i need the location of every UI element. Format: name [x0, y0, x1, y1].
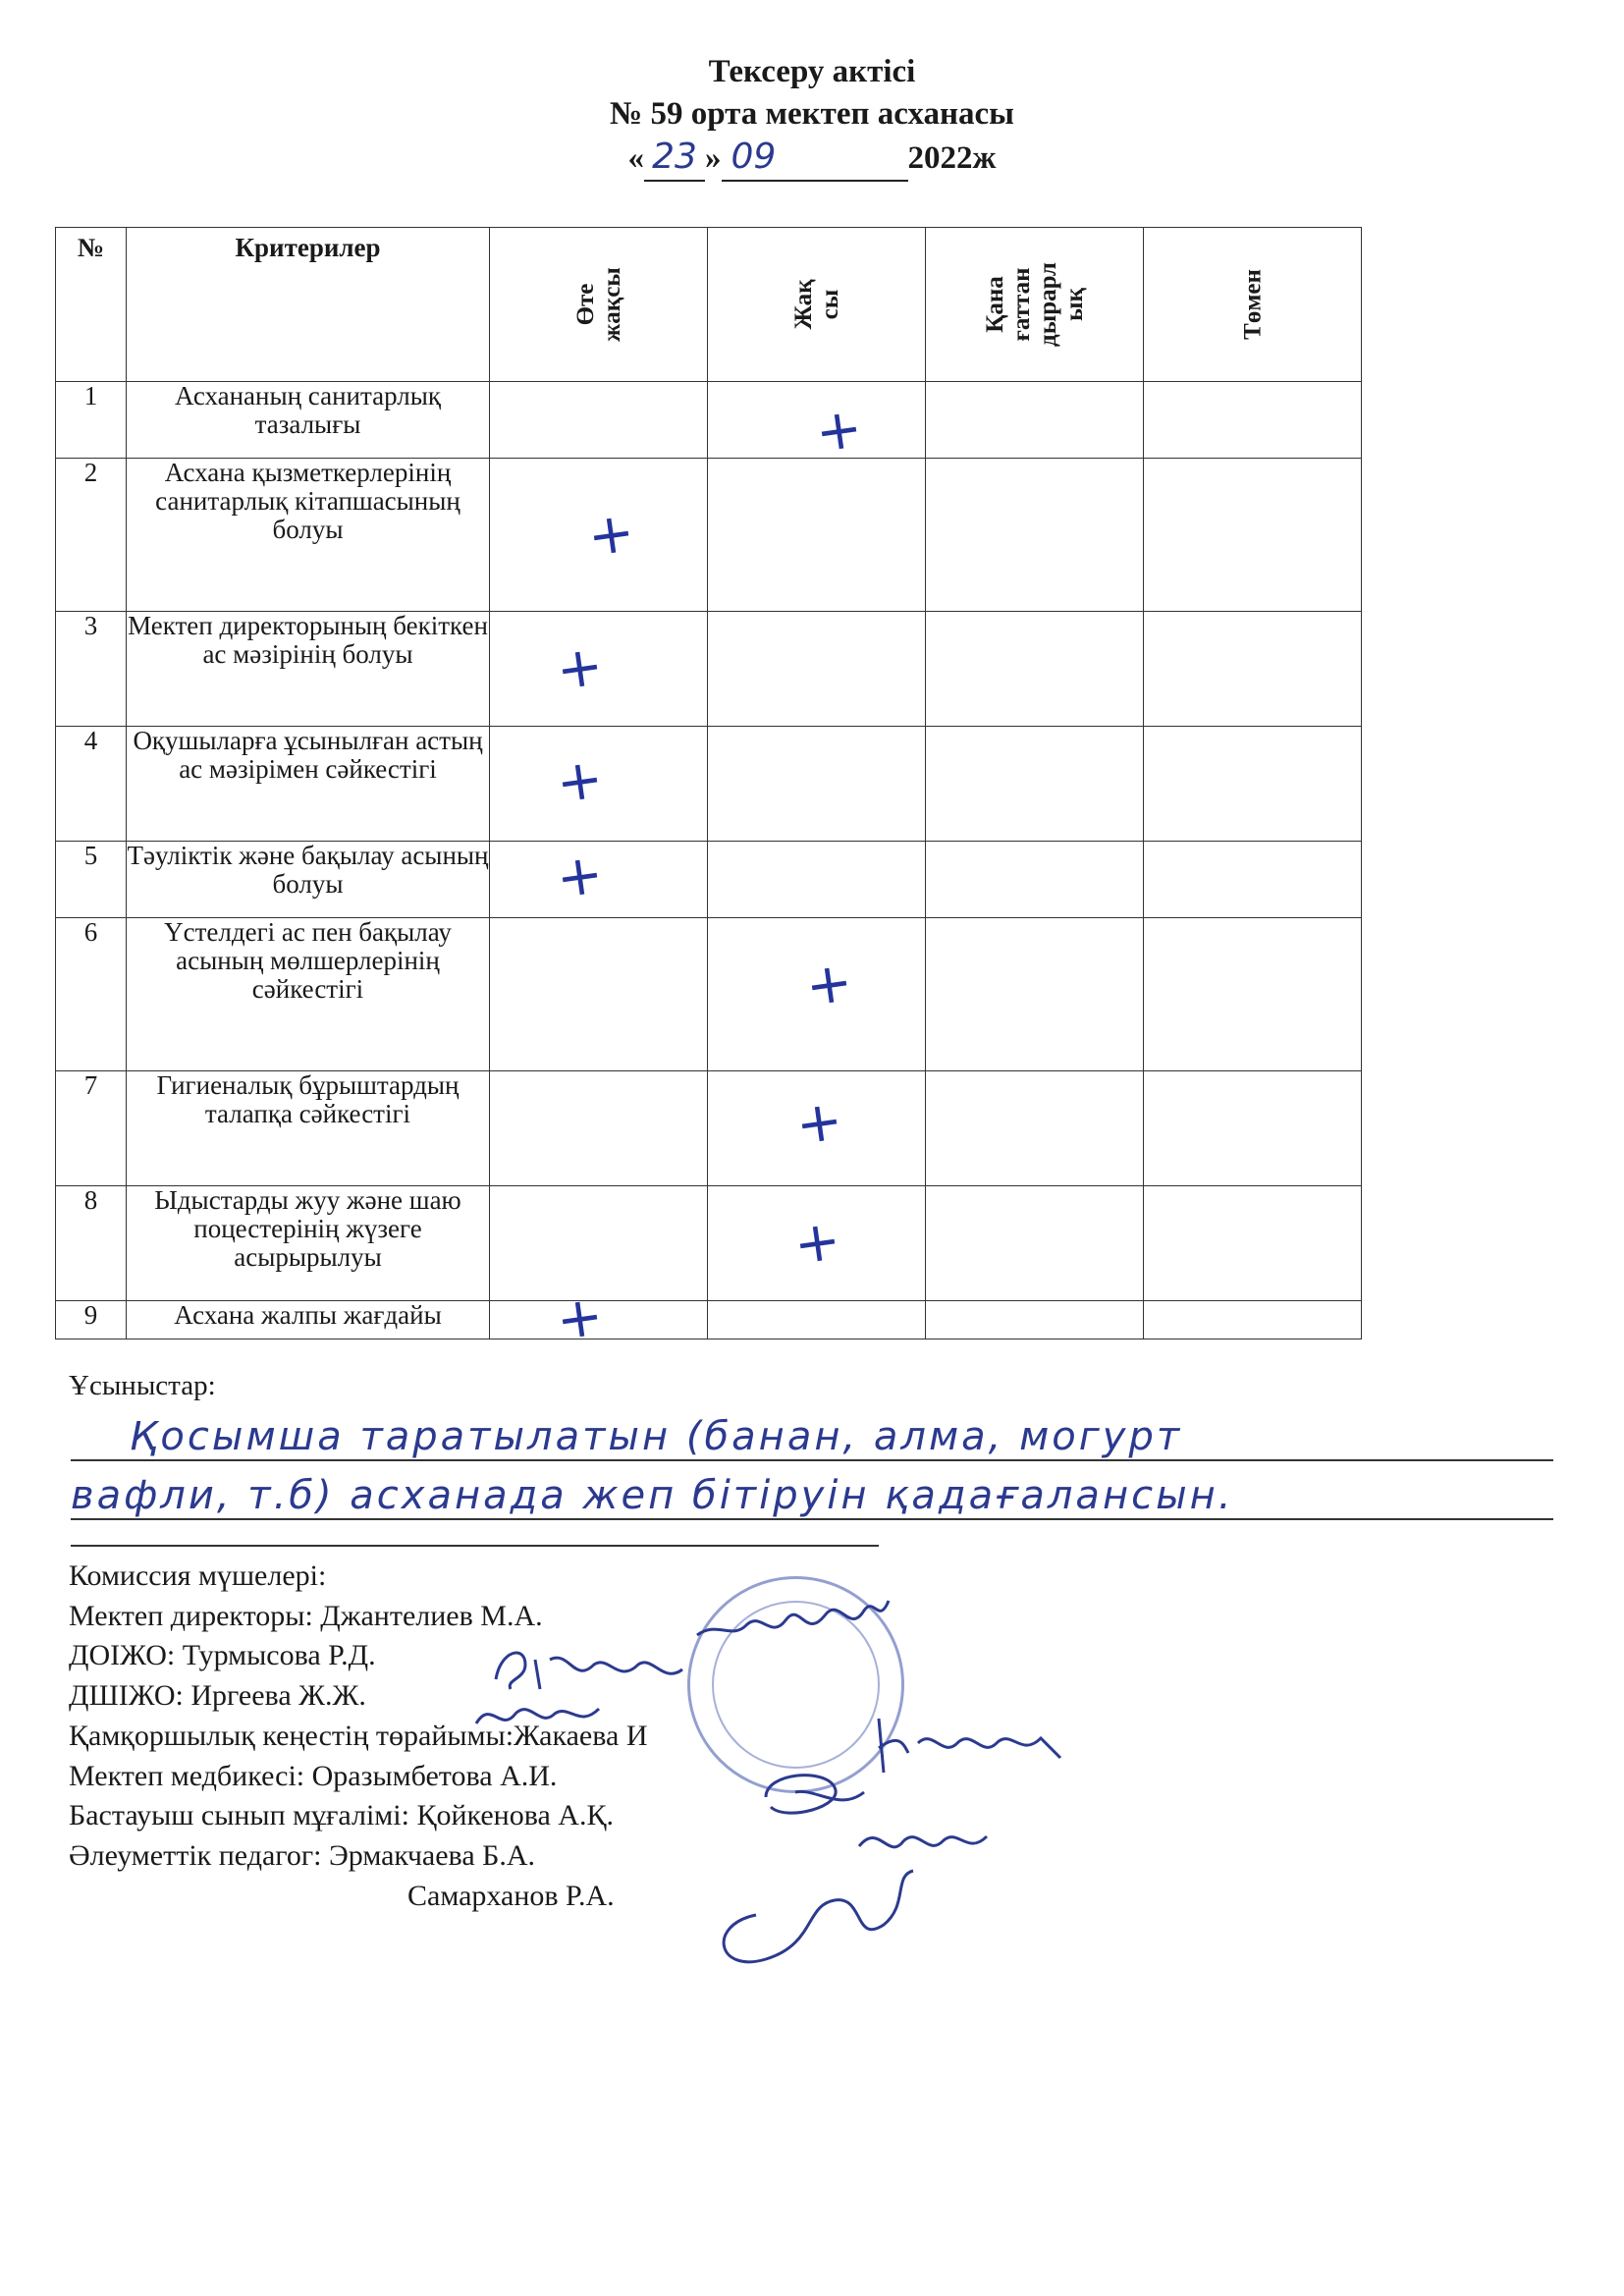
cell-excellent [490, 382, 708, 459]
row-num: 7 [56, 1071, 127, 1186]
table-row [56, 1186, 1362, 1301]
plus-mark: + [791, 1088, 847, 1158]
row-num: 8 [56, 1186, 127, 1301]
plus-mark: + [552, 842, 608, 911]
cell-low [1144, 918, 1362, 1071]
cell-satisfactory [926, 382, 1144, 459]
cell-low [1144, 1301, 1362, 1339]
row-criterion: Асхананың санитарлық тазалығы [127, 382, 490, 459]
commission-label: Комиссия мүшелері: [69, 1559, 327, 1592]
table-row [56, 842, 1362, 918]
cell-satisfactory [926, 1301, 1144, 1339]
row-num: 9 [56, 1301, 127, 1339]
cell-satisfactory [926, 918, 1144, 1071]
row-criterion: Мектеп директорының бекіткен ас мәзірінің болуы [127, 612, 490, 727]
criteria-table [55, 227, 1362, 1353]
cell-excellent [490, 727, 708, 842]
cell-excellent [490, 1186, 708, 1301]
cell-good [708, 727, 926, 842]
row-criterion: Тәуліктік және бақылау асының болуы [127, 842, 490, 918]
cell-excellent [490, 1071, 708, 1186]
header-criteria: Критерилер [127, 228, 490, 382]
date-month: 09 [731, 137, 777, 177]
row-num: 2 [56, 459, 127, 612]
member-council-chair: Қамқоршылық кеңестің төрайымы:Жакаева И [69, 1719, 648, 1752]
row-criterion: Үстелдегі ас пен бақылау асының мөлшерлерінің сәйкестігі [127, 918, 490, 1071]
date-line: « 23 » 09 2022ж [0, 136, 1624, 182]
member-doizho: ДОІЖО: Турмысова Р.Д. [69, 1639, 376, 1672]
plus-mark: + [583, 500, 639, 570]
header-excellent: Өте жақсы [490, 228, 708, 382]
cell-satisfactory [926, 1071, 1144, 1186]
row-num: 6 [56, 918, 127, 1071]
plus-mark: + [552, 633, 608, 703]
document-header [0, 51, 1624, 182]
cell-low [1144, 842, 1362, 918]
table-header-row [56, 228, 1362, 382]
cell-low [1144, 727, 1362, 842]
cell-low [1144, 382, 1362, 459]
header-low: Төмен [1144, 228, 1362, 382]
row-criterion: Ыдыстарды жуу және шаю поцестерінің жүзеге асырырылуы [127, 1186, 490, 1301]
cell-satisfactory [926, 727, 1144, 842]
plus-mark: + [801, 950, 857, 1019]
recommendations-label: Ұсыныстар: [69, 1370, 216, 1401]
member-primary-teacher: Бастауыш сынып мұғалімі: Қойкенова А.Қ. [69, 1799, 614, 1832]
row-criterion: Гигиеналық бұрыштардың талапқа сәйкестігі [127, 1071, 490, 1186]
recommendation-line-1: Қосымша таратылатын (банан, алма, могурт [71, 1414, 1553, 1461]
table-row [56, 612, 1362, 727]
header-satisfactory: Қана ғаттан дырарл ық [926, 228, 1144, 382]
row-criterion: Оқушыларға ұсынылған астың ас мәзірімен сәйкестігі [127, 727, 490, 842]
cell-good [708, 1186, 926, 1301]
cell-excellent [490, 1284, 708, 1353]
row-num: 1 [56, 382, 127, 459]
cell-good [708, 459, 926, 612]
cell-good [708, 382, 926, 465]
row-num: 5 [56, 842, 127, 918]
table-row [56, 918, 1362, 1071]
signature-dshizho [461, 1679, 619, 1748]
row-criterion: Асхана қызметкерлерінің санитарлық кітапшасының болуы [127, 459, 490, 612]
member-nurse: Мектеп медбикесі: Оразымбетова А.И. [69, 1759, 558, 1792]
cell-excellent [490, 612, 708, 727]
date-day: 23 [652, 137, 697, 177]
cell-low [1144, 612, 1362, 727]
table-row [56, 727, 1362, 842]
cell-satisfactory [926, 612, 1144, 727]
table-row [56, 1071, 1362, 1186]
plus-mark: + [552, 1284, 608, 1353]
recommendation-line-2: вафли, т.б) асханада жеп бітіруін қадағалансын. [71, 1473, 1553, 1520]
date-year: 2022ж [907, 140, 997, 176]
header-good: Жақ сы [708, 228, 926, 382]
cell-good [708, 918, 926, 1071]
cell-good [708, 612, 926, 727]
row-criterion: Асхана жалпы жағдайы [127, 1301, 490, 1339]
cell-satisfactory [926, 459, 1144, 612]
cell-low [1144, 459, 1362, 612]
signature-director [677, 1581, 903, 1669]
cell-good [708, 1071, 926, 1186]
plus-mark: + [811, 396, 867, 465]
cell-good [708, 1301, 926, 1339]
cell-excellent [490, 459, 708, 612]
table-row [56, 459, 1362, 612]
document-title: Тексеру актісі [708, 54, 916, 89]
cell-low [1144, 1071, 1362, 1186]
row-num: 4 [56, 727, 127, 842]
plus-mark: + [552, 746, 608, 816]
member-director: Мектеп директоры: Джантелиев М.А. [69, 1599, 543, 1632]
table-row [56, 382, 1362, 459]
blank-line [71, 1545, 879, 1547]
signature-samarkhanov [697, 1866, 923, 1974]
cell-good [708, 842, 926, 918]
member-dshizho: ДШІЖО: Иргеева Ж.Ж. [69, 1679, 366, 1713]
member-social-pedagogue: Әлеуметтік педагог: Эрмакчаева Б.А. [69, 1838, 536, 1872]
cell-excellent [490, 842, 708, 918]
cell-satisfactory [926, 1186, 1144, 1301]
cell-excellent [490, 918, 708, 1071]
table-row [56, 1301, 1362, 1339]
plus-mark: + [789, 1208, 845, 1278]
cell-satisfactory [926, 842, 1144, 918]
member-last: Самарханов Р.А. [407, 1879, 615, 1912]
row-num: 3 [56, 612, 127, 727]
signature-council-chair [864, 1699, 1080, 1787]
document-subtitle: № 59 орта мектеп асханасы [610, 96, 1014, 132]
header-num: № [56, 228, 127, 382]
cell-low [1144, 1186, 1362, 1301]
